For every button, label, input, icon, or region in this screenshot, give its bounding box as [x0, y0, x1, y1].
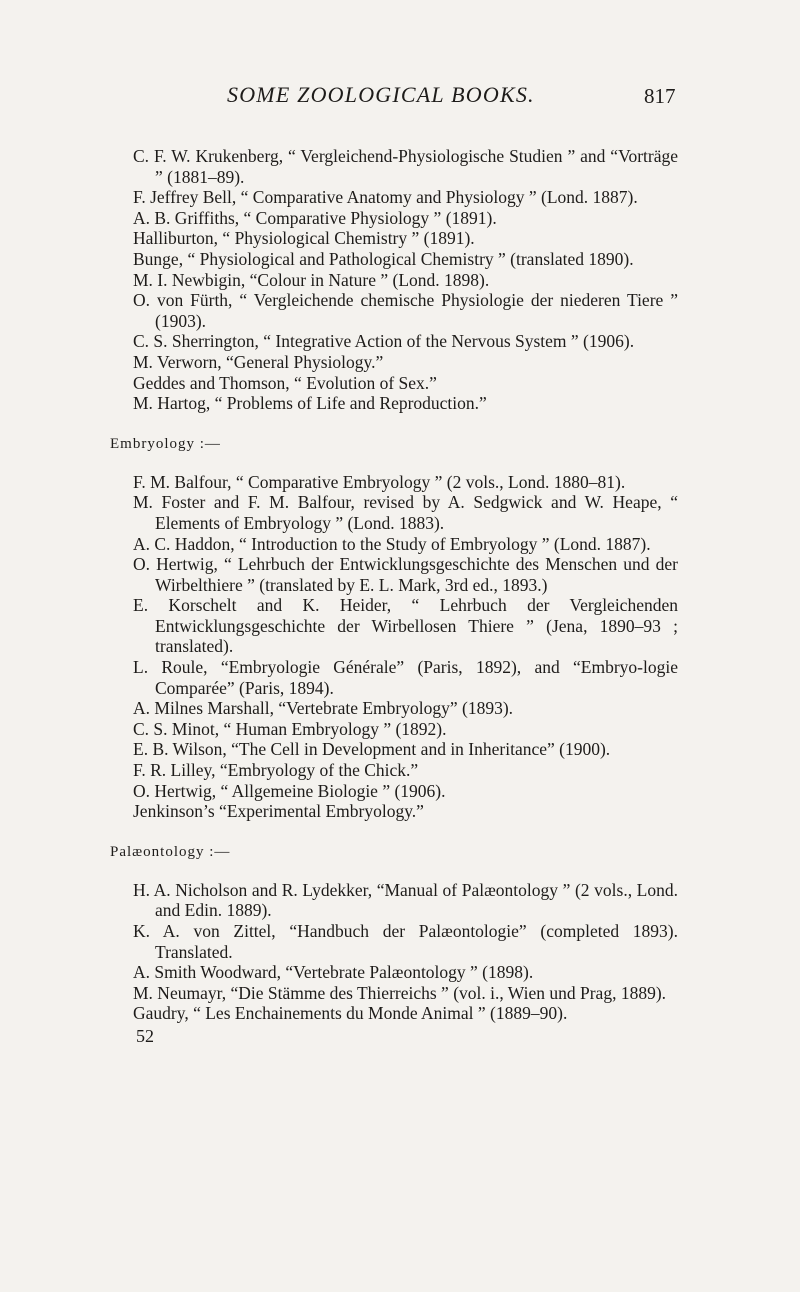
list-item: M. Foster and F. M. Balfour, revised by A. Sedgwick and W. Heape, “ Elements of Embryology ” (Lond. 1883). — [133, 492, 678, 533]
list-item: O. Hertwig, “ Allgemeine Biologie ” (1906). — [133, 780, 446, 801]
list-item: F. M. Balfour, “ Comparative Embryology ” (2 vols., Lond. 1880–81). — [133, 471, 626, 492]
physiology-list — [133, 146, 678, 414]
page-number: 817 — [644, 84, 676, 108]
list-item: Geddes and Thomson, “ Evolution of Sex.” — [133, 372, 437, 393]
list-item: M. I. Newbigin, “Colour in Nature ” (Lond. 1898). — [133, 269, 490, 290]
palaeontology-heading: Palæontology :— — [110, 843, 231, 860]
list-item: M. Verworn, “General Physiology.” — [133, 351, 384, 372]
embryology-list — [133, 472, 678, 822]
list-item: C. S. Sherrington, “ Integrative Action of the Nervous System ” (1906). — [133, 331, 635, 352]
list-item: A. Smith Woodward, “Vertebrate Palæontology ” (1898). — [133, 962, 534, 983]
running-title: SOME ZOOLOGICAL BOOKS. — [227, 82, 535, 107]
list-item: C. F. W. Krukenberg, “ Vergleichend-Physiologische Studien ” and “Vorträge ” (1881–89). — [133, 146, 678, 187]
signature-mark: 52 — [136, 1025, 154, 1046]
list-item: O. Hertwig, “ Lehrbuch der Entwicklungsgeschichte des Menschen und der Wirbelthiere ” (translated by E. L. Mark, 3rd ed., 1893.) — [133, 554, 678, 595]
list-item: H. A. Nicholson and R. Lydekker, “Manual of Palæontology ” (2 vols., Lond. and Edin. 1889). — [133, 879, 678, 921]
list-item: E. Korschelt and K. Heider, “ Lehrbuch der Vergleichenden Entwicklungsgeschichte der Wirbellosen Thiere ” (Jena, 1890–93 ; translated). — [133, 595, 678, 657]
list-item: F. Jeffrey Bell, “ Comparative Anatomy and Physiology ” (Lond. 1887). — [133, 187, 638, 208]
list-item: A. B. Griffiths, “ Comparative Physiology ” (1891). — [133, 207, 497, 228]
list-item: Gaudry, “ Les Enchainements du Monde Animal ” (1889–90). — [133, 1003, 568, 1024]
page-header — [0, 82, 800, 112]
list-item: K. A. von Zittel, “Handbuch der Palæontologie” (completed 1893). Translated. — [133, 921, 678, 962]
palaeontology-list — [133, 880, 678, 1024]
list-item: C. S. Minot, “ Human Embryology ” (1892). — [133, 718, 447, 739]
list-item: M. Hartog, “ Problems of Life and Reproduction.” — [133, 393, 487, 414]
list-item: Jenkinson’s “Experimental Embryology.” — [133, 801, 424, 822]
embryology-heading: Embryology :— — [110, 435, 221, 452]
list-item: Halliburton, “ Physiological Chemistry ” (1891). — [133, 228, 475, 249]
list-item: E. B. Wilson, “The Cell in Development and in Inheritance” (1900). — [133, 739, 611, 760]
list-item: L. Roule, “Embryologie Générale” (Paris, 1892), and “Embryo-logie Comparée” (Paris, 1894). — [133, 657, 678, 698]
bibliography — [110, 146, 678, 1046]
list-item: A. Milnes Marshall, “Vertebrate Embryology” (1893). — [133, 698, 514, 719]
list-item: O. von Fürth, “ Vergleichende chemische Physiologie der niederen Tiere ” (1903). — [133, 290, 678, 331]
list-item: Bunge, “ Physiological and Pathological Chemistry ” (translated 1890). — [133, 248, 634, 269]
list-item: F. R. Lilley, “Embryology of the Chick.” — [133, 760, 419, 781]
list-item: M. Neumayr, “Die Stämme des Thierreichs ” (vol. i., Wien und Prag, 1889). — [133, 982, 667, 1003]
list-item: A. C. Haddon, “ Introduction to the Study of Embryology ” (Lond. 1887). — [133, 533, 651, 554]
